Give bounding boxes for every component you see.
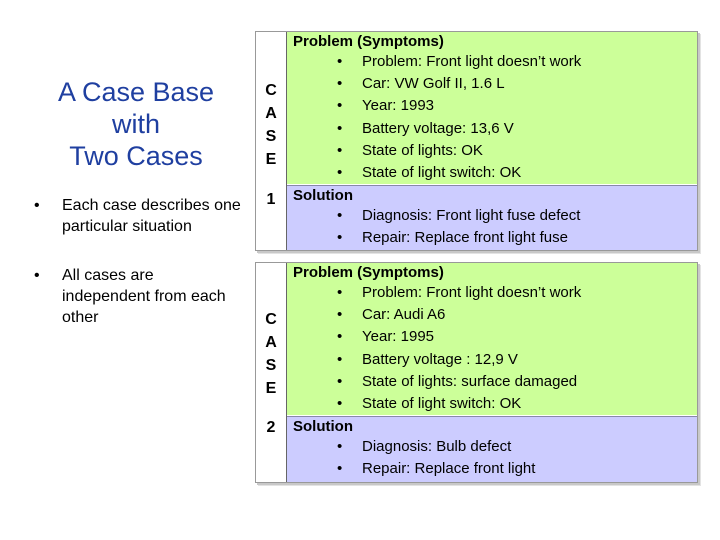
problem-item: • Problem: Front light doesn’t work [291,282,693,304]
case-1-box [255,31,698,251]
problem-item: • Battery voltage : 12,9 V [291,349,693,371]
solution-item: • Repair: Replace front light fuse [291,227,693,249]
case-label-letter: S [265,128,277,145]
problem-item: • State of light switch: OK [291,393,693,415]
problem-item: • Year: 1995 [291,326,693,348]
case-label-letter: C [265,82,277,99]
solution-list [291,436,693,480]
solution-title: Solution [293,187,353,204]
problem-item: • State of lights: OK [291,140,693,162]
solution-item: • Diagnosis: Front light fuse defect [291,205,693,227]
case-label-letter: A [265,105,277,122]
case-1-label [256,32,287,250]
problem-item: • Car: Audi A6 [291,304,693,326]
case-2-problem [287,263,697,415]
problem-title: Problem (Symptoms) [293,264,444,281]
title-line: A Case Base [57,77,215,107]
bullet-item: • Each case describes one particular situation [30,195,245,237]
solution-list [291,205,693,249]
problem-title: Problem (Symptoms) [293,33,444,50]
problem-item: • State of light switch: OK [291,162,693,184]
case-label-letter: A [265,334,277,351]
case-2-label [256,263,287,482]
case-label-letter: E [265,151,277,168]
problem-item: • State of lights: surface damaged [291,371,693,393]
solution-item: • Repair: Replace front light [291,458,693,480]
problem-list [291,51,693,184]
case-1-problem [287,32,697,184]
case-label-letter: C [265,311,277,328]
case-number: 2 [266,419,276,436]
case-1-solution [287,185,697,250]
case-number: 1 [266,191,276,208]
slide-title [20,76,252,172]
solution-item: • Diagnosis: Bulb defect [291,436,693,458]
case-label-letter: S [265,357,277,374]
case-2-box [255,262,698,483]
title-line: with [111,109,160,139]
problem-item: • Battery voltage: 13,6 V [291,118,693,140]
problem-list [291,282,693,415]
bullet-item: • All cases are independent from each other [30,265,245,328]
title-line: Two Cases [69,141,203,171]
bullet-list [30,195,245,356]
solution-title: Solution [293,418,353,435]
case-label-letter: E [265,380,277,397]
case-2-solution [287,416,697,482]
problem-item: • Problem: Front light doesn’t work [291,51,693,73]
problem-item: • Car: VW Golf II, 1.6 L [291,73,693,95]
problem-item: • Year: 1993 [291,95,693,117]
